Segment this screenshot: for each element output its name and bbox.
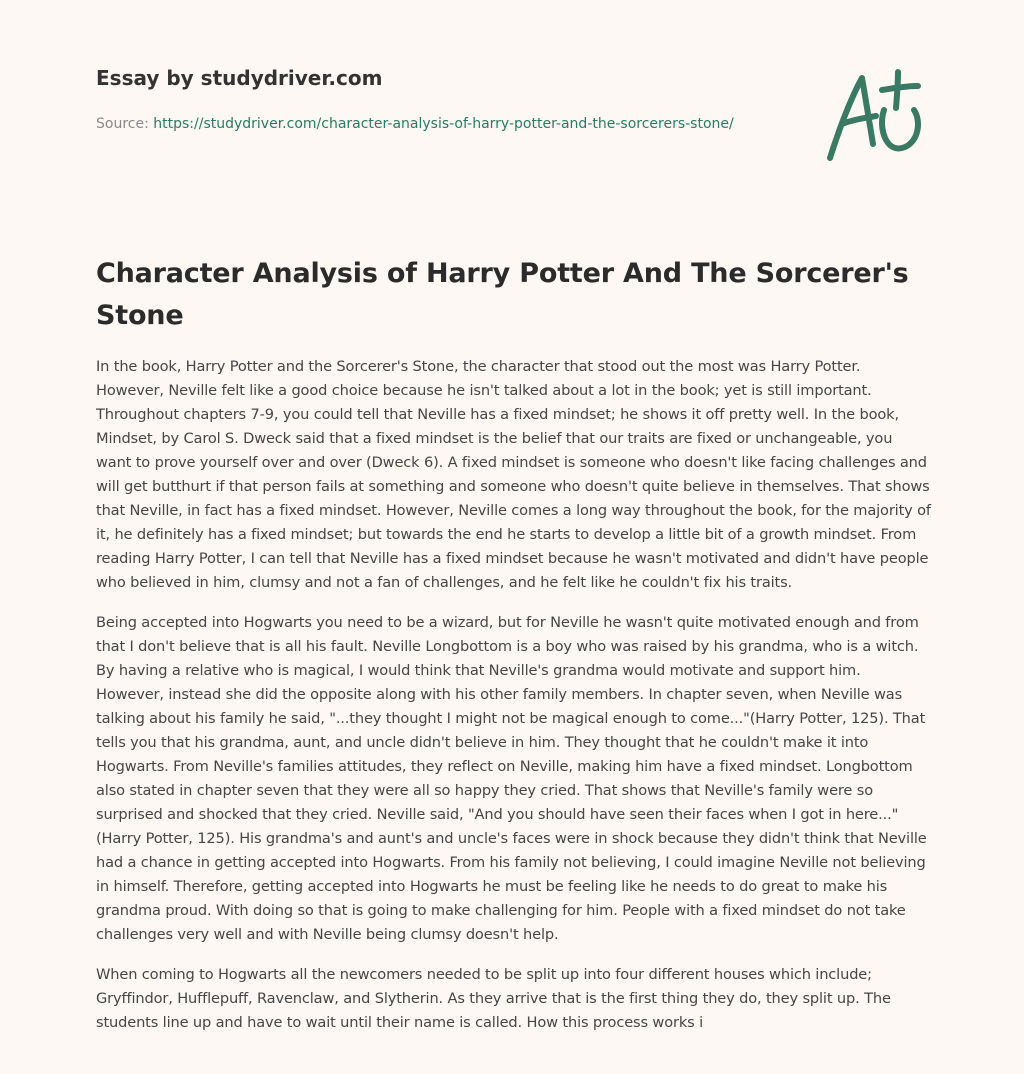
site-title: Essay by studydriver.com: [96, 66, 383, 90]
paragraph: When coming to Hogwarts all the newcomers needed to be split up into four different houses which include; Gryffindor, Hufflepuff, Ravenclaw, and Slytherin. As they arrive that is the first thing they do, they split up. The students line up and have to wait until their name is called. How this process works i: [96, 966, 891, 1031]
page-header: [96, 64, 736, 136]
source-label: Source:: [96, 116, 154, 132]
article-body: [96, 355, 932, 1051]
paragraph: Being accepted into Hogwarts you need to be a wizard, but for Neville he wasn't quite motivated enough and from that I don't believe that is all his fault. Neville Longbottom is a boy who was raised by his grandma, who is a witch. By having a relative who is magical, I would think that Neville's grandma would motivate and support him. However, instead she did the opposite along with his other family members. In chapter seven, when Neville was talking about his family he said, "...they thought I might not be magical enough to come..."(Harry Potter, 125). That tells you that his grandma, aunt, and uncle didn't believe in him. They thought that he couldn't make it into Hogwarts. From Neville's families attitudes, they reflect on Neville, making him have a fixed mindset. Longbottom also stated in chapter seven that they were all so happy they cried. That shows that Neville's family were so surprised and shocked that they cried. Neville said, "And you should have seen their faces when I got in here..."(Harry Potter, 125). His grandma's and aunt's and uncle's faces were in shock because they didn't think that Neville had a chance in getting accepted into Hogwarts. From his family not believing, I could imagine Neville not believing in himself. Therefore, getting accepted into Hogwarts he must be feeling like he needs to do great to make his grandma proud. With doing so that is going to make challenging for him. People with a fixed mindset do not take challenges very well and with Neville being clumsy doesn't help.: [96, 614, 927, 943]
article-title: Character Analysis of Harry Potter And The Sorcerer's Stone: [96, 258, 909, 331]
source-link[interactable]: https://studydriver.com/character-analysis-of-harry-potter-and-the-sorcerers-stone/: [153, 116, 734, 132]
a-plus-logo-icon: [818, 66, 928, 166]
source-line: [96, 112, 736, 136]
paragraph: In the book, Harry Potter and the Sorcerer's Stone, the character that stood out the most was Harry Potter. However, Neville felt like a good choice because he isn't talked about a lot in the book; yet is still important. Throughout chapters 7-9, you could tell that Neville has a fixed mindset; he shows it off pretty well. In the book, Mindset, by Carol S. Dweck said that a fixed mindset is the belief that our traits are fixed or unchangeable, you want to prove yourself over and over (Dweck 6). A fixed mindset is someone who doesn't like facing challenges and will get butthurt if that person fails at something and someone who doesn't quite believe in themselves. That shows that Neville, in fact has a fixed mindset. However, Neville comes a long way throughout the book, for the majority of it, he definitely has a fixed mindset; but towards the end he starts to develop a little bit of a growth mindset. From reading Harry Potter, I can tell that Neville has a fixed mindset because he wasn't motivated and didn't have people who believed in him, clumsy and not a fan of challenges, and he felt like he couldn't fix his traits.: [96, 358, 931, 591]
